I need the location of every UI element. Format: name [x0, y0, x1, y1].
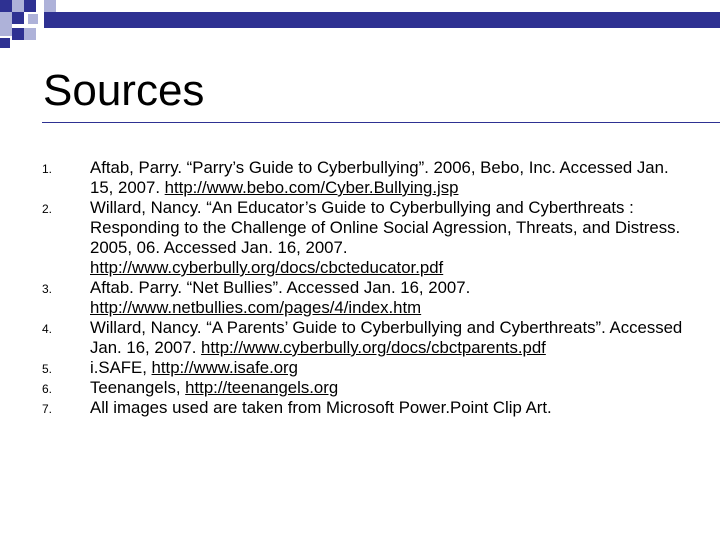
list-item [42, 158, 692, 198]
list-item [42, 358, 692, 378]
citation-text: i.SAFE, [90, 358, 152, 377]
item-number: 3. [42, 282, 53, 296]
item-number: 1. [42, 162, 53, 176]
list-item [42, 278, 692, 318]
sources-list [42, 158, 692, 418]
top-accent-band [56, 12, 720, 28]
list-item [42, 318, 692, 358]
citation-text: Aftab, Parry. “Parry’s Guide to Cyberbullying”. 2006, Bebo, Inc. Accessed Jan. 15, 2007. [90, 158, 669, 197]
citation-text: Teenangels, [90, 378, 186, 397]
corner-square [0, 0, 12, 12]
citation-link[interactable]: http://teenangels.org [185, 378, 339, 397]
corner-square [12, 0, 24, 12]
corner-square [28, 14, 38, 24]
corner-square [44, 12, 56, 28]
corner-square [12, 28, 24, 40]
citation-link[interactable]: http://www.bebo.com/Cyber.Bullying.jsp [164, 178, 459, 197]
citation-text: Aftab. Parry. “Net Bullies”. Accessed Jan. 16, 2007. [90, 278, 471, 297]
citation-link[interactable]: http://www.netbullies.com/pages/4/index.htm [90, 298, 422, 317]
item-number: 4. [42, 322, 53, 336]
list-item [42, 378, 692, 398]
corner-square [44, 0, 56, 12]
citation-link[interactable]: http://www.cyberbully.org/docs/cbctparents.pdf [201, 338, 546, 357]
citation-text: All images used are taken from Microsoft Power.Point Clip Art. [90, 398, 552, 417]
corner-square [0, 12, 12, 24]
slide-title: Sources [43, 66, 205, 115]
corner-square [24, 0, 36, 12]
corner-square [12, 12, 24, 24]
citation-text: Willard, Nancy. “An Educator’s Guide to Cyberbullying and Cyberthreats : Responding to the Challenge of Online Social Agression, Threats, and Distress. 2005, 06. Accessed Jan. 16, 2007. [90, 198, 681, 257]
list-item [42, 198, 692, 278]
citation-link[interactable]: http://www.cyberbully.org/docs/cbcteducator.pdf [90, 258, 444, 277]
citation-link[interactable]: http://www.isafe.org [151, 358, 298, 377]
corner-square [24, 28, 36, 40]
item-number: 6. [42, 382, 53, 396]
corner-square [0, 24, 12, 36]
citation-text: Willard, Nancy. “A Parents’ Guide to Cyberbullying and Cyberthreats”. Accessed Jan. 16, 2007. [90, 318, 683, 357]
item-number: 7. [42, 402, 53, 416]
corner-square [0, 38, 10, 48]
item-number: 2. [42, 202, 53, 216]
list-item [42, 398, 692, 418]
title-divider [42, 122, 720, 123]
item-number: 5. [42, 362, 53, 376]
decorative-corner-pattern [0, 0, 720, 50]
